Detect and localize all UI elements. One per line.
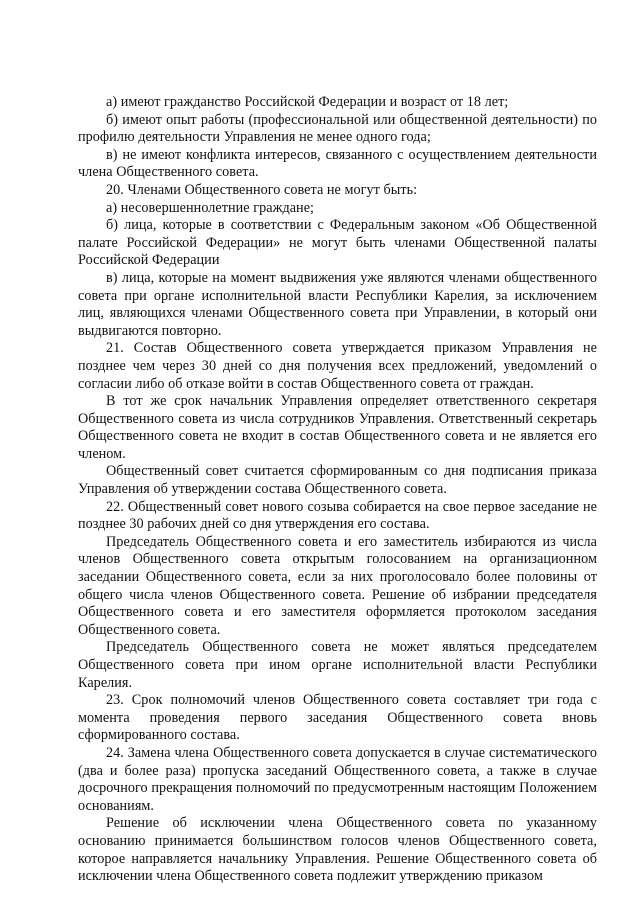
paragraph-20: 20. Членами Общественного совета не могут быть: [106,181,418,198]
paragraph-20b: б) лица, которые в соответствии с Федеральным законом «Об Общественной палате Российской Федерации» не могут быть членами Общественной палаты Российской Федерации [78,217,597,269]
paragraph-20c: в) лица, которые на момент выдвижения уже являются членами общественного совета при органе исполнительной власти Республики Карелия, за исключением лиц, являющихся членами Общественного совета при Управлении, в который они выдвигаются повторно. [78,269,597,339]
paragraph-19c: в) не имеют конфликта интересов, связанного с осуществлением деятельности члена Общественного совета. [78,146,597,181]
paragraph-22: 22. Общественный совет нового созыва собирается на свое первое заседание не позднее 30 рабочих дней со дня утверждения его состава. [78,498,597,533]
paragraph-19a: а) имеют гражданство Российской Федерации и возраст от 18 лет; [106,94,509,110]
paragraph-24: 24. Замена члена Общественного совета допускается в случае систематического (два и более раза) пропуска заседаний Общественного совета, а также в случае досрочного прекращения полномочий по предусмотренным настоящим Положением основаниям. [78,744,597,814]
paragraph-20a: а) несовершеннолетние граждане; [106,199,315,216]
paragraph-21-formed: Общественный совет считается сформированным со дня подписания приказа Управления об утверждении состава Общественного совета. [78,463,597,498]
paragraph-21-secretary: В тот же срок начальник Управления определяет ответственного секретаря Общественного совета из числа сотрудников Управления. Ответственный секретарь Общественного совета не входит в состав Общественного совета и не является его членом. [78,393,597,462]
paragraph-23: 23. Срок полномочий членов Общественного совета составляет три года с момента проведения первого заседания Общественного совета вновь сформированного состава. [78,692,597,744]
paragraph-24-exclusion: Решение об исключении члена Общественного совета по указанному основанию принимается большинством голосов членов Общественного совета, которое направляется начальнику Управления. Решение Общественного совета об исключении члена Общественного совета подлежит утверждению приказом [78,815,597,885]
paragraph-22-chair-restriction: Председатель Общественного совета не может являться председателем Общественного совета при ином органе исполнительной власти Республики Карелия. [78,639,597,691]
paragraph-19b: б) имеют опыт работы (профессиональной или общественной деятельности) по профилю деятельности Управления не менее одного года; [78,111,597,146]
paragraph-22-chair-election: Председатель Общественного совета и его заместитель избираются из числа членов Общественного совета открытым голосованием на организационном заседании Общественного совета, если за них проголосовало более половины от общего числа членов Общественного совета. Решение об избрании председателя Общественного совета и его заместителя оформляется протоколом заседания Общественного совета. [78,533,597,638]
paragraph-21: 21. Состав Общественного совета утверждается приказом Управления не позднее чем через 30 дней со дня получения всех предложений, уведомлений о согласии либо об отказе войти в состав Общественного совета от граждан. [78,340,597,392]
